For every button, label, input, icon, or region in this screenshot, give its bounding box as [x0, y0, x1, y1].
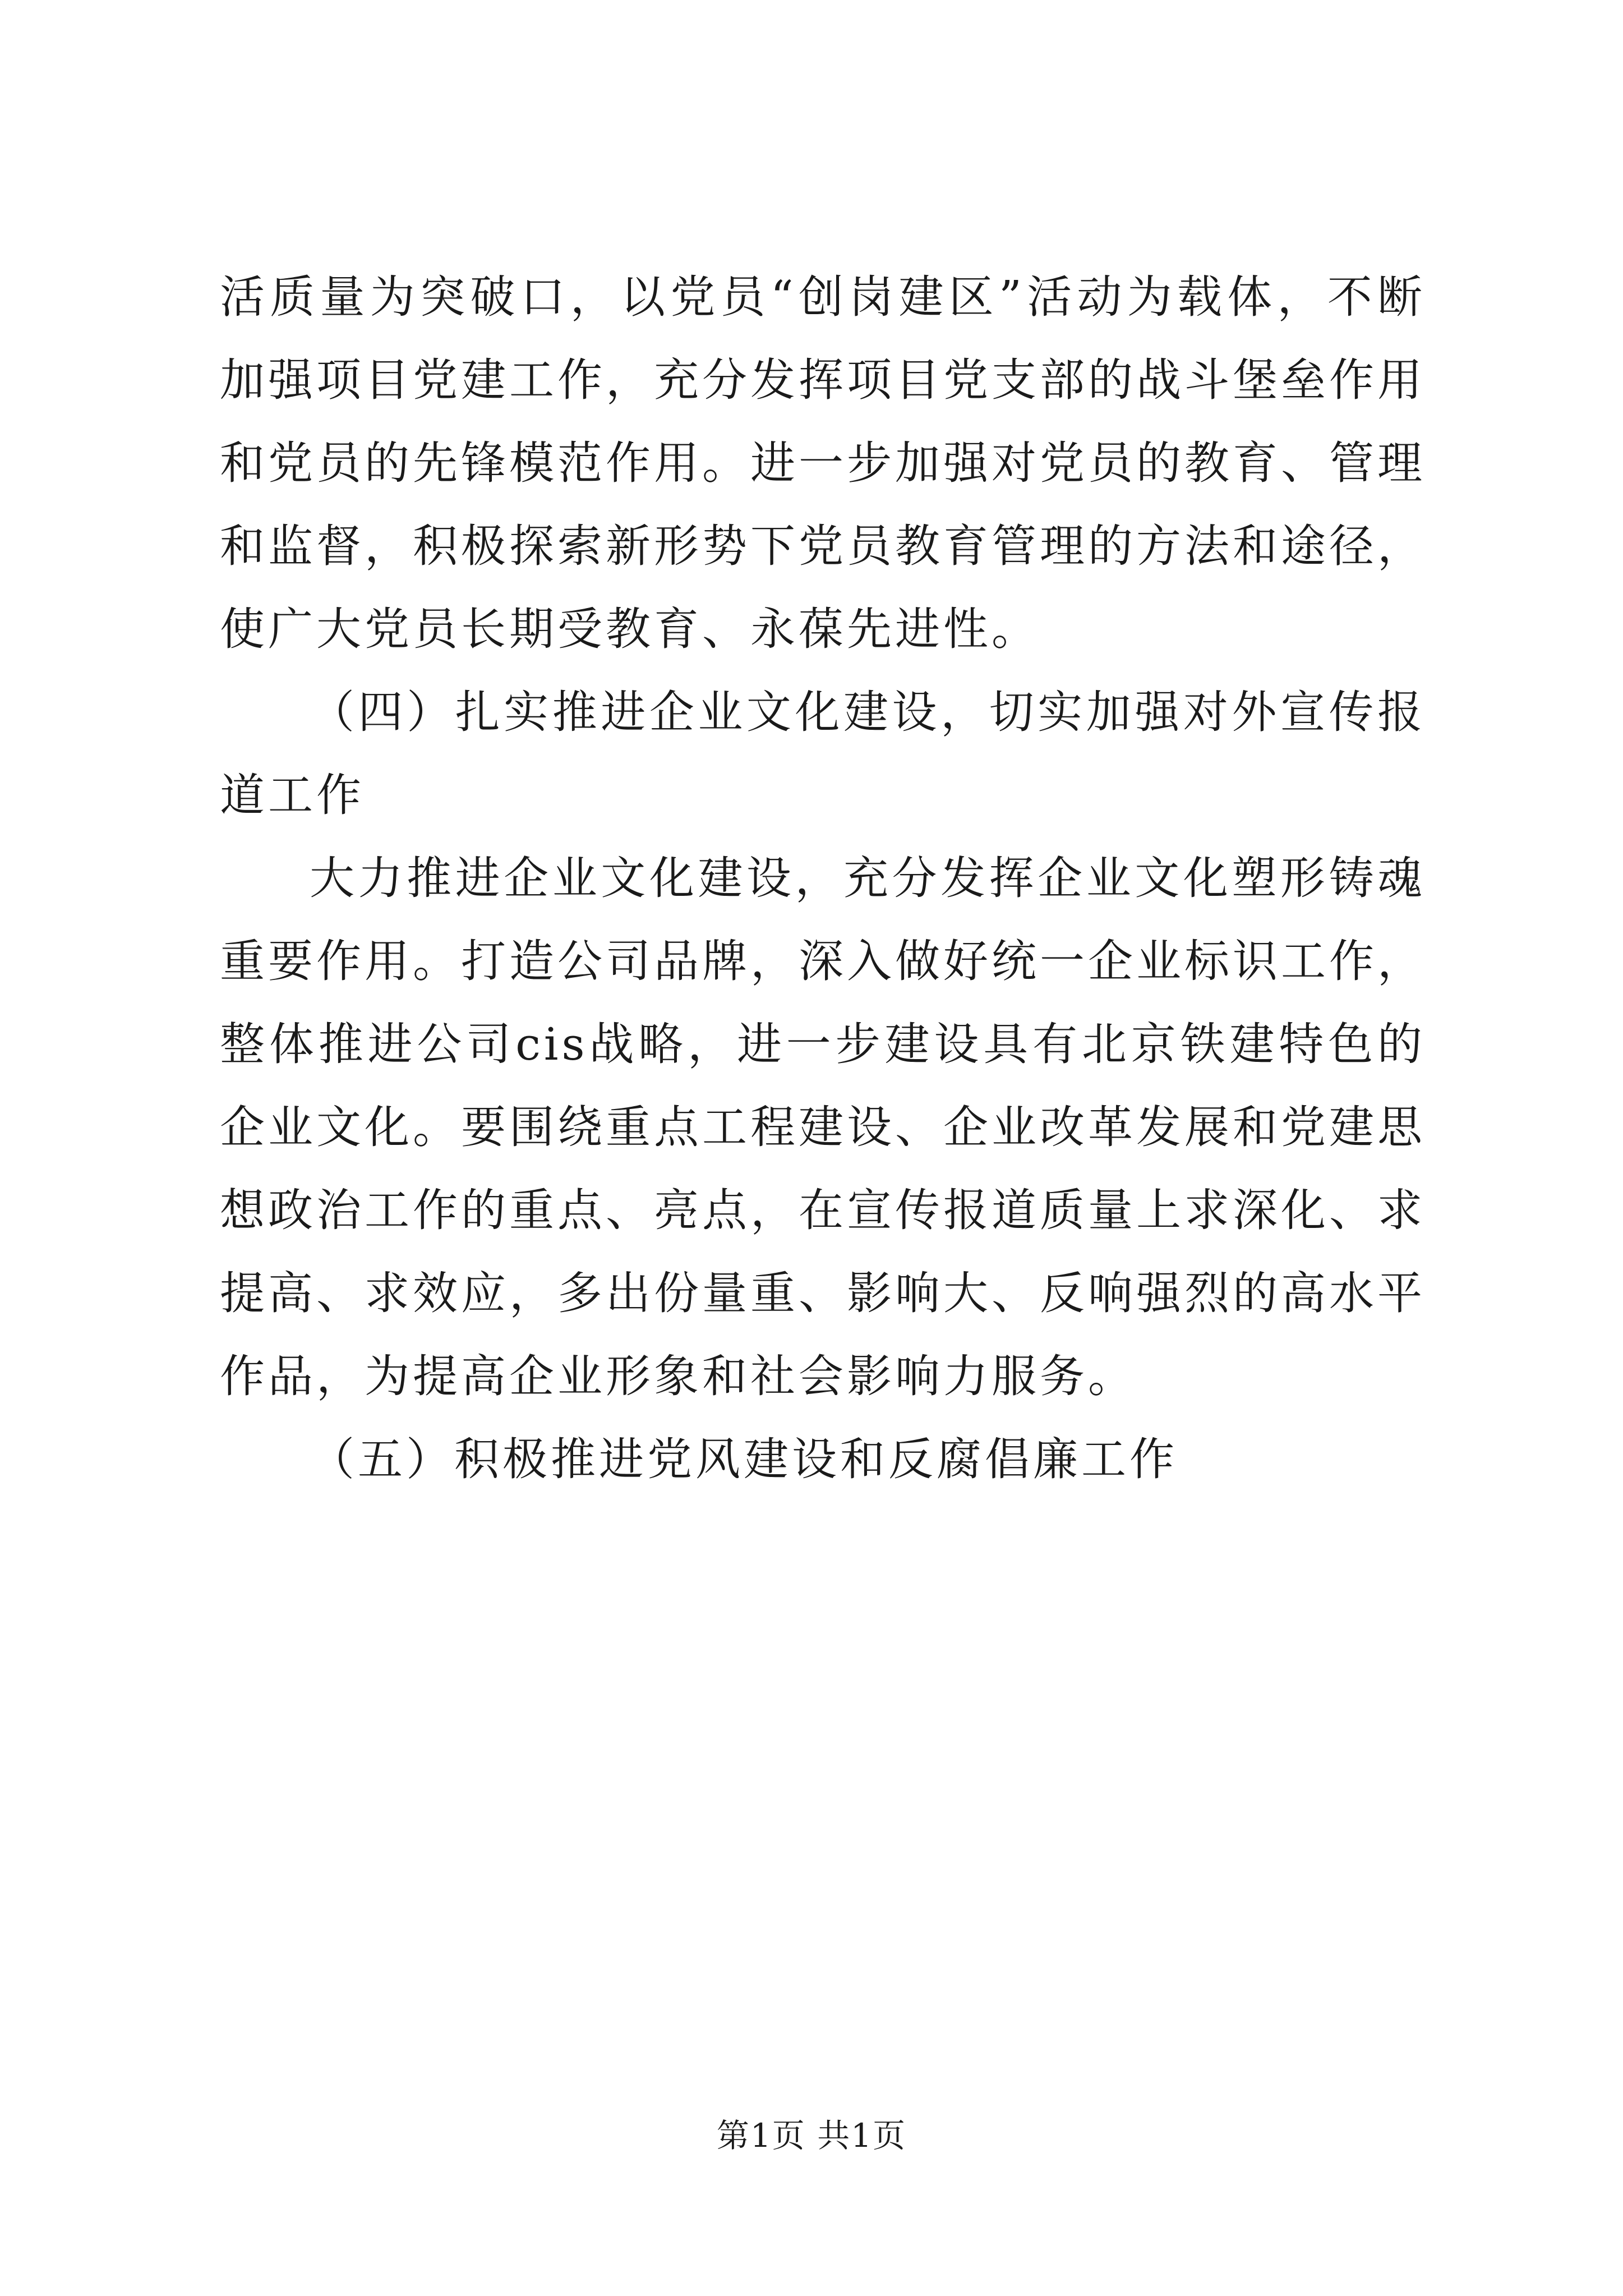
heading-corporate-culture: （四）扎实推进企业文化建设，切实加强对外宣传报道工作 [220, 686, 1426, 821]
heading-anti-corruption: （五）积极推进党风建设和反腐倡廉工作 [310, 1433, 1178, 1485]
page-footer: 第1页 共1页 [716, 2116, 907, 2155]
paragraph-party-building: 活质量为突破口，以党员“创岗建区”活动为载体，不断加强项目党建工作，充分发挥项目党支部的战斗堡垒作用和党员的先锋模范作用。进一步加强对党员的教育、管理和监督，积极探索新形势下党员教育管理的方法和途径，使广大党员长期受教育、永葆先进性。 [220, 271, 1426, 655]
document-body [220, 256, 1426, 1501]
paragraph-corporate-culture: 大力推进企业文化建设，充分发挥企业文化塑形铸魂重要作用。打造公司品牌，深入做好统一企业标识工作，整体推进公司cis战略，进一步建设具有北京铁建特色的企业文化。要围绕重点工程建设、企业改革发展和党建思想政治工作的重点、亮点，在宣传报道质量上求深化、求提高、求效应，多出份量重、影响大、反响强烈的高水平作品，为提高企业形象和社会影响力服务。 [220, 852, 1426, 1402]
